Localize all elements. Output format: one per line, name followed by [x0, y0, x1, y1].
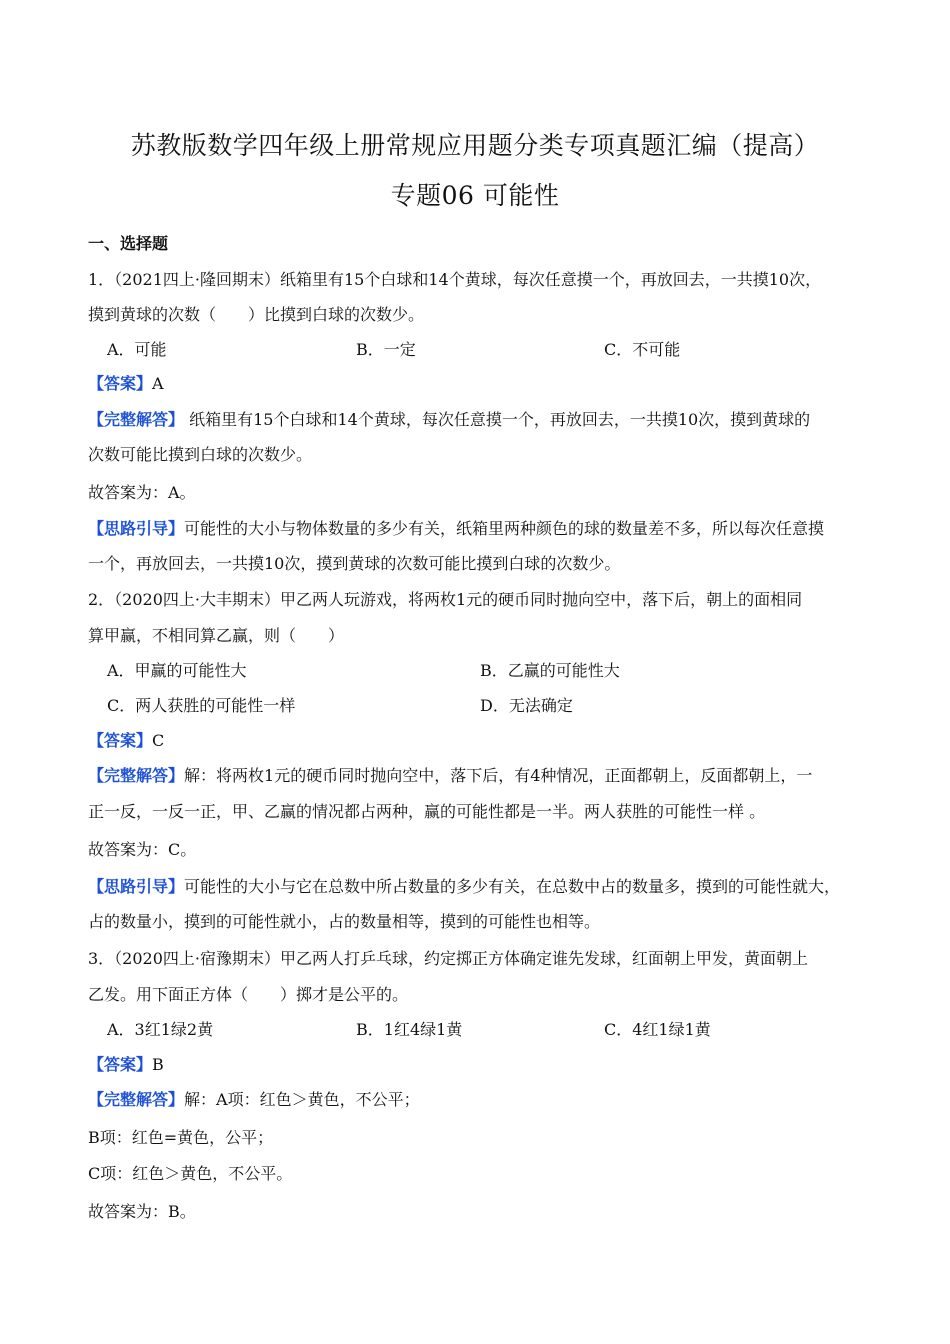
q1-stem-line2: 摸到黄球的次数（ ）比摸到白球的次数少。: [88, 305, 425, 324]
q2-hint-text: 可能性的大小与它在总数中所占数量的多少有关，在总数中占的数量多，摸到的可能性就大，: [184, 877, 841, 896]
q1-hint-line2: 一个，再放回去，一共摸10次，摸到黄球的次数可能比摸到白球的次数少。: [88, 554, 621, 573]
q2-solution-text: 解：将两枚1元的硬币同时抛向空中，落下后，有4种情况，正面都朝上，反面都朝上，一: [184, 766, 813, 785]
solution-tag: 【完整解答】: [88, 1090, 185, 1109]
document-title: 苏教版数学四年级上册常规应用题分类专项真题汇编（提高）: [130, 131, 820, 160]
q3-solution-line1: [88, 1090, 420, 1110]
q3-answer: [88, 1055, 164, 1075]
q2-final-answer: 故答案为：C。: [88, 840, 197, 859]
q3-final-answer: 故答案为：B。: [88, 1202, 196, 1221]
q1-option-c: C．不可能: [604, 340, 681, 359]
document-subtitle: 专题06 可能性: [390, 181, 560, 210]
answer-tag: 【答案】: [88, 374, 153, 393]
q2-hint-line1: [88, 877, 840, 897]
q3-option-b: B．1红4绿1黄: [356, 1020, 463, 1039]
q3-option-a: A．3红1绿2黄: [107, 1020, 214, 1039]
q3-option-c: C．4红1绿1黄: [604, 1020, 711, 1039]
solution-tag: 【完整解答】: [88, 766, 185, 785]
q2-solution-line2: 正一反，一反一正，甲、乙赢的情况都占两种，赢的可能性都是一半。两人获胜的可能性一样 。: [88, 802, 766, 821]
q1-stem-line1: 1．（2021四上·隆回期末）纸箱里有15个白球和14个黄球，每次任意摸一个，再放回去，一共摸10次，: [88, 270, 822, 289]
q1-solution-text: 纸箱里有15个白球和14个黄球，每次任意摸一个，再放回去，一共摸10次，摸到黄球的: [184, 410, 811, 429]
q2-option-d: D．无法确定: [480, 696, 573, 715]
q2-hint-line2: 占的数量小，摸到的可能性就小，占的数量相等，摸到的可能性也相等。: [88, 912, 601, 931]
q2-answer: [88, 731, 164, 751]
q2-stem-line2: 算甲赢，不相同算乙赢，则（ ）: [88, 626, 345, 645]
q1-answer: [88, 374, 164, 394]
q1-answer-value: A: [152, 374, 164, 393]
q2-answer-value: C: [152, 731, 165, 750]
hint-tag: 【思路引导】: [88, 519, 185, 538]
q1-option-b: B．一定: [356, 340, 416, 359]
q1-hint-line1: [88, 519, 824, 539]
q1-hint-text: 可能性的大小与物体数量的多少有关，纸箱里两种颜色的球的数量差不多，所以每次任意摸: [184, 519, 825, 538]
q3-solution-text: 解：A项：红色＞黄色，不公平；: [184, 1090, 420, 1109]
q2-stem-line1: 2．（2020四上·大丰期末）甲乙两人玩游戏，将两枚1元的硬币同时抛向空中，落下后，朝上的面相同: [88, 590, 803, 609]
q3-stem-line2: 乙发。用下面正方体（ ）掷才是公平的。: [88, 985, 409, 1004]
q3-stem-line1: 3．（2020四上·宿豫期末）甲乙两人打乒乓球，约定掷正方体确定谁先发球，红面朝上甲发，黄面朝上: [88, 949, 808, 968]
answer-tag: 【答案】: [88, 731, 153, 750]
solution-tag: 【完整解答】: [88, 410, 185, 429]
q2-solution-line1: [88, 766, 812, 786]
q2-option-a: A．甲赢的可能性大: [107, 661, 247, 680]
q3-solution-line2: B项：红色=黄色，公平；: [88, 1128, 274, 1147]
section-heading: 一、选择题: [88, 234, 169, 253]
q1-solution-line1: [88, 410, 810, 430]
hint-tag: 【思路引导】: [88, 877, 185, 896]
q2-option-c: C．两人获胜的可能性一样: [107, 696, 296, 715]
q2-option-b: B．乙赢的可能性大: [480, 661, 620, 680]
q1-solution-line2: 次数可能比摸到白球的次数少。: [88, 445, 313, 464]
q3-answer-value: B: [152, 1055, 164, 1074]
q1-option-a: A．可能: [107, 340, 167, 359]
q3-solution-line3: C项：红色＞黄色，不公平。: [88, 1164, 293, 1183]
q1-final-answer: 故答案为：A。: [88, 483, 196, 502]
answer-tag: 【答案】: [88, 1055, 153, 1074]
